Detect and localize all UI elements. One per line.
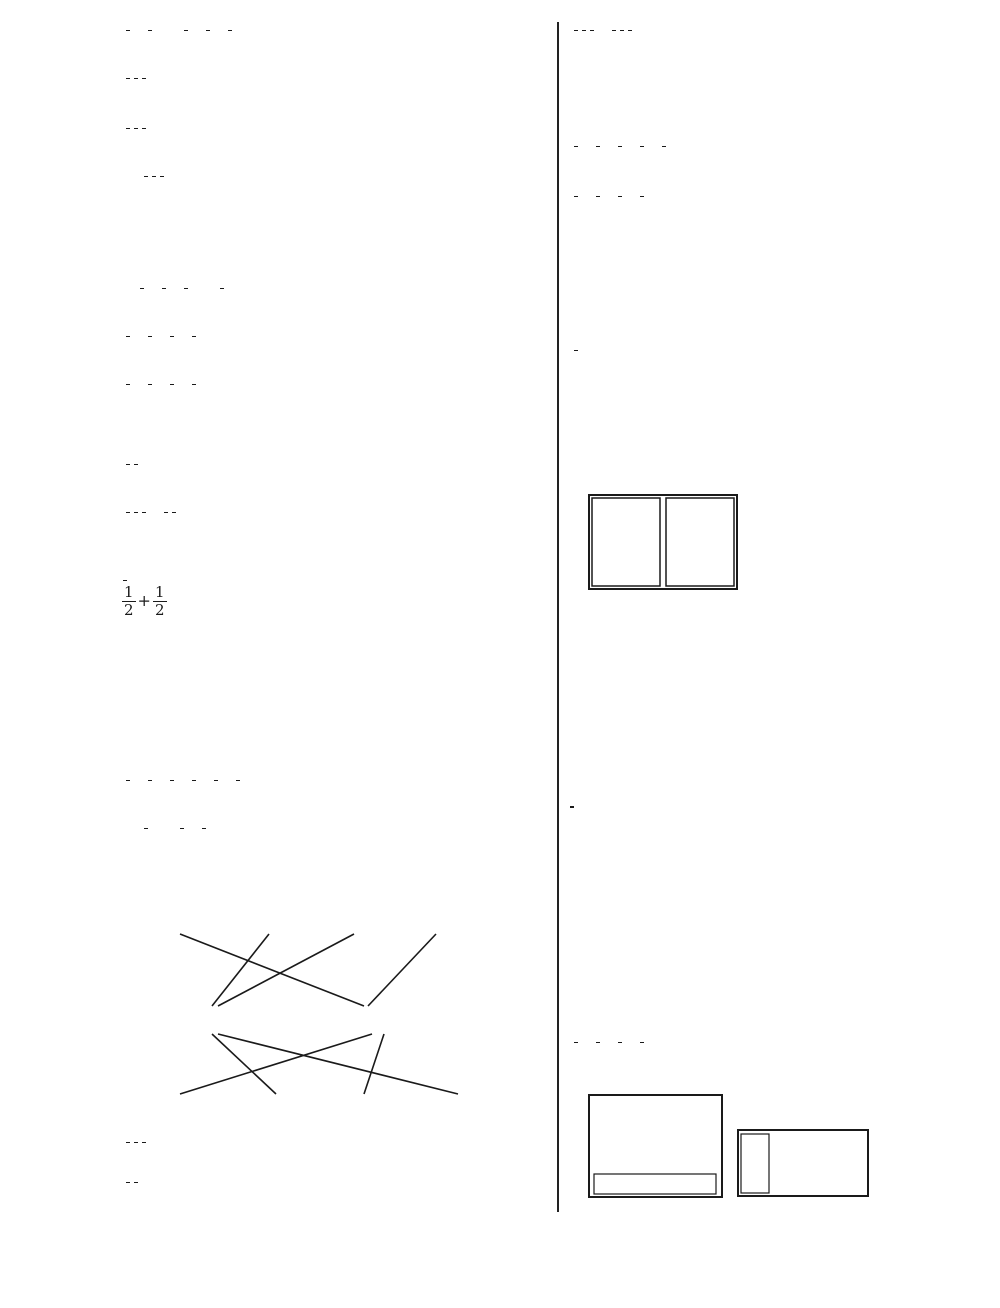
answer-5 — [568, 30, 634, 31]
answer-7-2 — [142, 176, 166, 177]
s7-answer-2 — [568, 196, 646, 197]
s7-answer-1 — [568, 146, 668, 147]
s6-answer-6 — [120, 512, 178, 513]
s7-answer-5 — [568, 350, 580, 351]
practice-answer-1 — [120, 780, 242, 781]
practice-answer-4 — [120, 1182, 140, 1183]
answer-7-1 — [120, 128, 148, 129]
answer-4 — [120, 30, 252, 31]
s6-answer-5 — [120, 464, 140, 465]
tip-paragraph — [568, 806, 988, 808]
fraction — [206, 30, 210, 31]
peanut-grid-figure — [588, 494, 738, 590]
practice2-answer-1 — [568, 1042, 646, 1043]
s6-answer-2 — [120, 336, 198, 337]
s6-answer-3 — [120, 384, 198, 385]
fraction — [148, 30, 152, 31]
column-divider — [557, 22, 559, 1212]
apple-basket-matching-diagram — [136, 872, 476, 1142]
answer-6 — [120, 78, 148, 79]
practice-answer-1-3 — [142, 828, 208, 829]
fraction — [184, 30, 188, 31]
fraction — [126, 30, 130, 31]
s6-answer-1 — [120, 288, 226, 289]
practice-answer-3 — [120, 1142, 148, 1143]
animal-grid-figures — [588, 1094, 878, 1198]
fraction — [228, 30, 232, 31]
tip-paragraph: $\frac{1}{2}$ + $\frac{1}{2}$ — [120, 580, 550, 621]
